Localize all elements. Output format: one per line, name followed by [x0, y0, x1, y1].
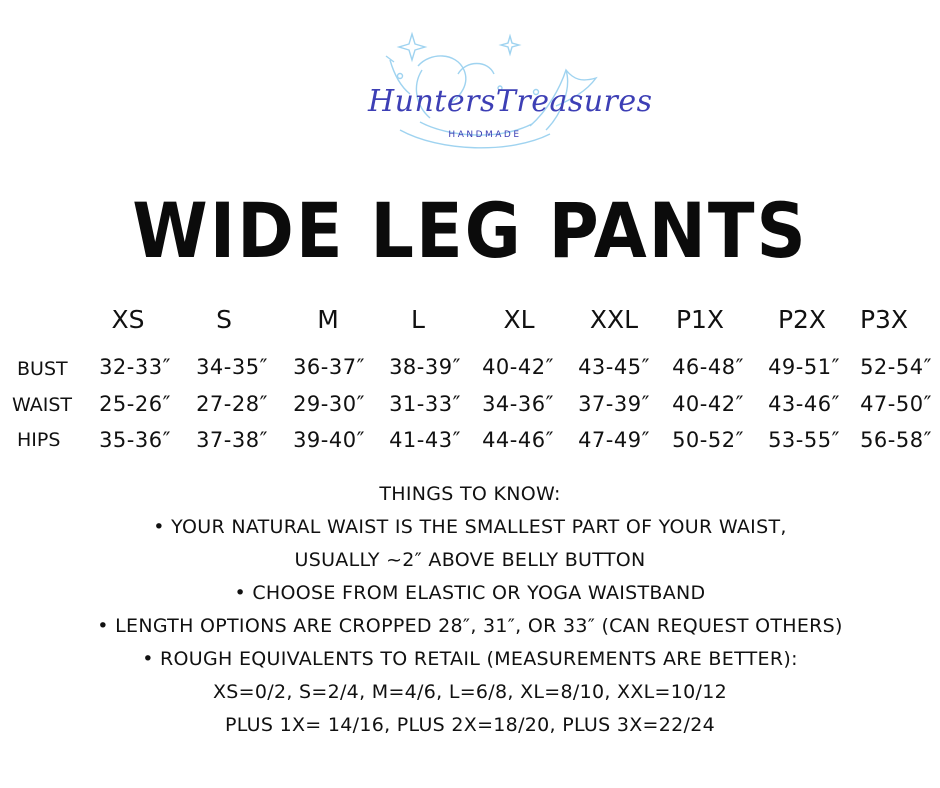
- page-title: WIDE LEG PANTS: [132, 186, 808, 275]
- note-line: • YOUR NATURAL WAIST IS THE SMALLEST PART OF YOUR WAIST,: [153, 516, 787, 538]
- size-header: M: [317, 305, 339, 334]
- table-cell: 44-46″: [482, 428, 554, 452]
- brand-name: HuntersTreasures: [368, 84, 653, 119]
- table-cell: 43-45″: [578, 355, 650, 379]
- table-cell: 40-42″: [672, 392, 744, 416]
- table-cell: 43-46″: [768, 392, 840, 416]
- things-to-know: [0, 478, 940, 742]
- size-header: P2X: [777, 305, 827, 334]
- size-header: XS: [111, 305, 145, 334]
- size-header: P3X: [859, 305, 909, 334]
- table-cell: 32-33″: [99, 355, 171, 379]
- size-header: XXL: [589, 305, 639, 334]
- table-cell: 37-39″: [578, 392, 650, 416]
- table-cell: 46-48″: [672, 355, 744, 379]
- table-cell: 40-42″: [482, 355, 554, 379]
- row-label-bust: BUST: [17, 358, 68, 380]
- table-cell: 29-30″: [293, 392, 365, 416]
- table-cell: 38-39″: [389, 355, 461, 379]
- table-cell: 49-51″: [768, 355, 840, 379]
- table-cell: 25-26″: [99, 392, 171, 416]
- row-label-waist: WAIST: [12, 394, 73, 416]
- note-line: • LENGTH OPTIONS ARE CROPPED 28″, 31″, OR 33″ (CAN REQUEST OTHERS): [97, 615, 843, 637]
- size-header: XL: [503, 305, 535, 334]
- table-cell: 56-58″: [860, 428, 932, 452]
- brand-tagline: HANDMADE: [448, 130, 522, 140]
- table-cell: 41-43″: [389, 428, 461, 452]
- note-line: • CHOOSE FROM ELASTIC OR YOGA WAISTBAND: [234, 582, 706, 604]
- table-cell: 50-52″: [672, 428, 744, 452]
- table-cell: 34-36″: [482, 392, 554, 416]
- table-cell: 53-55″: [768, 428, 840, 452]
- table-cell: 34-35″: [196, 355, 268, 379]
- note-line: PLUS 1X= 14/16, PLUS 2X=18/20, PLUS 3X=22/24: [224, 714, 716, 736]
- size-header: P1X: [675, 305, 725, 334]
- row-label-hips: HIPS: [17, 429, 61, 451]
- table-cell: 31-33″: [389, 392, 461, 416]
- size-header: S: [216, 305, 232, 334]
- table-cell: 35-36″: [99, 428, 171, 452]
- table-cell: 47-49″: [578, 428, 650, 452]
- table-cell: 36-37″: [293, 355, 365, 379]
- brand-logo: [360, 30, 653, 158]
- note-line: USUALLY ~2″ ABOVE BELLY BUTTON: [294, 549, 646, 571]
- table-cell: 27-28″: [196, 392, 268, 416]
- table-cell: 39-40″: [293, 428, 365, 452]
- note-line: XS=0/2, S=2/4, M=4/6, L=6/8, XL=8/10, XXL=10/12: [212, 681, 728, 703]
- size-header: L: [411, 305, 425, 334]
- notes-heading: THINGS TO KNOW:: [379, 483, 561, 505]
- table-cell: 52-54″: [860, 355, 932, 379]
- note-line: • ROUGH EQUIVALENTS TO RETAIL (MEASUREMENTS ARE BETTER):: [142, 648, 798, 670]
- table-cell: 47-50″: [860, 392, 932, 416]
- table-cell: 37-38″: [196, 428, 268, 452]
